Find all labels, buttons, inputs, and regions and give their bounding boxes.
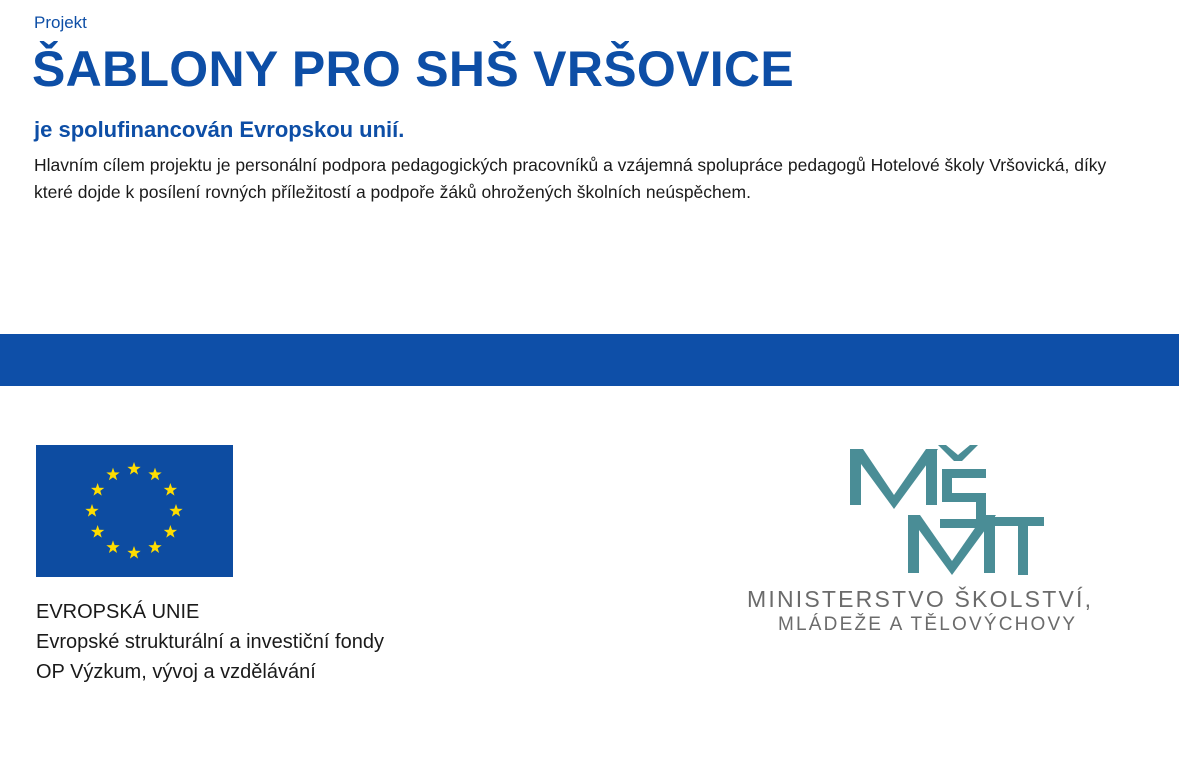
eu-line-1: EVROPSKÁ UNIE	[36, 601, 200, 623]
eu-line-3: OP Výzkum, vývoj a vzdělávání	[36, 661, 316, 683]
page-subtitle: je spolufinancován Evropskou unií.	[34, 117, 405, 142]
project-description: Hlavním cílem projektu je personální podpora pedagogických pracovníků a vzájemná spolupráce pedagogů Hotelové školy Vršovická, díky které dojde k posílení rovných příležitostí a podpoře žáků ohrožených školních neúspěchem.	[34, 155, 1107, 202]
eu-funding-text	[36, 597, 384, 687]
msmt-logo-icon	[846, 443, 1046, 578]
project-kicker: Projekt	[34, 13, 87, 32]
blue-band	[0, 334, 1179, 386]
msmt-name-line-1: MINISTERSTVO ŠKOLSTVÍ,	[747, 586, 1094, 612]
msmt-name-line-2: MLÁDEŽE A TĚLOVÝCHOVY	[778, 614, 1078, 635]
eu-line-2: Evropské strukturální a investiční fondy	[36, 631, 384, 653]
eu-flag-icon	[36, 445, 233, 577]
page-title: ŠABLONY PRO SHŠ VRŠOVICE	[32, 41, 794, 97]
